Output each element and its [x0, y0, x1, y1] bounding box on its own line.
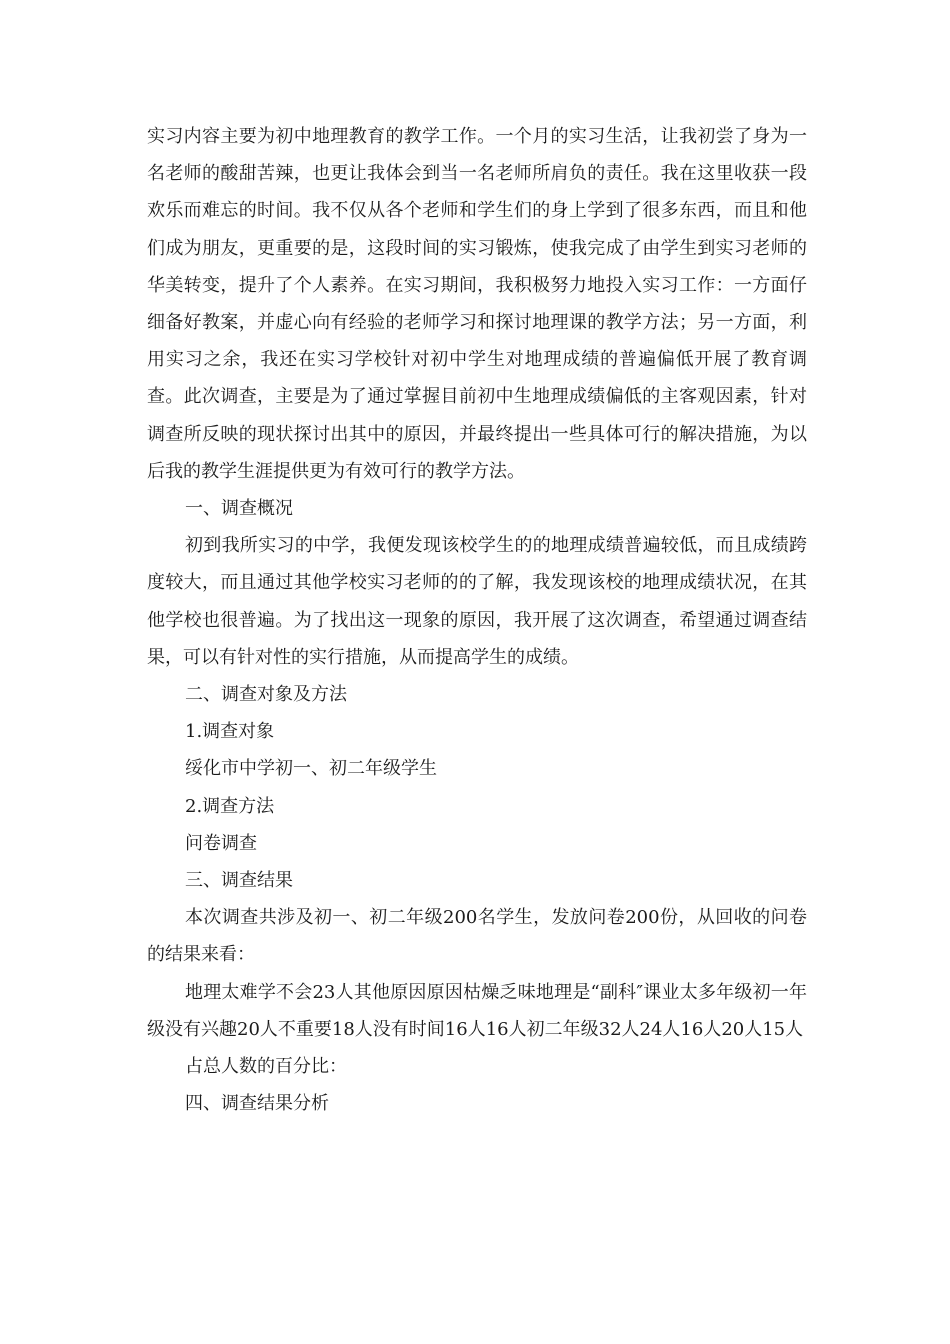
section-heading-subjects-methods: 二、调查对象及方法	[185, 684, 347, 706]
intro-paragraph: 实习内容主要为初中地理教育的教学工作。一个月的实习生活，让我初尝了身为一名老师的酸甜苦辣，也更让我体会到当一名老师所肩负的责任。我在这里收获一段欢乐而难忘的时间。我不仅从各个老师和学生们的身上学到了很多东西，而且和他们成为朋友，更重要的是，这段时间的实习锻炼，使我完成了由学生到实习老师的华美转变，提升了个人素养。在实习期间，我积极努力地投入实习工作：一方面仔细备好教案，并虚心向有经验的老师学习和探讨地理课的教学方法；另一方面，利用实习之余，我还在实习学校针对初中学生对地理成绩的普遍偏低开展了教育调查。此次调查，主要是为了通过掌握目前初中生地理成绩偏低的主客观因素，针对调查所反映的现状探讨出其中的原因，并最终提出一些具体可行的解决措施，为以后我的教学生涯提供更为有效可行的教学方法。	[147, 126, 807, 482]
method-text: 问卷调查	[185, 832, 257, 854]
section-heading-analysis: 四、调查结果分析	[185, 1093, 329, 1115]
results-table-text: 地理太难学不会23人其他原因原因枯燥乏味地理是“副科″课业太多年级初一年级没有兴趣20人不重要18人没有时间16人16人初二年级32人24人16人20人15人	[147, 981, 807, 1040]
subjects-text: 绥化市中学初一、初二年级学生	[185, 758, 437, 780]
subheading-method: 2.调查方法	[185, 795, 275, 817]
document-page	[147, 118, 807, 1122]
subheading-subjects: 1.调查对象	[185, 721, 275, 743]
overview-paragraph: 初到我所实习的中学，我便发现该校学生的的地理成绩普遍较低，而且成绩跨度较大，而且通过其他学校实习老师的的了解，我发现该校的地理成绩状况，在其他学校也很普遍。为了找出这一现象的原因，我开展了这次调查，希望通过调查结果，可以有针对性的实行措施，从而提高学生的成绩。	[147, 535, 807, 668]
results-paragraph: 本次调查共涉及初一、初二年级200名学生，发放问卷200份，从回收的问卷的结果来看：	[147, 907, 807, 966]
section-heading-results: 三、调查结果	[185, 870, 293, 892]
section-heading-overview: 一、调查概况	[185, 498, 293, 520]
percentage-label: 占总人数的百分比：	[185, 1056, 347, 1078]
